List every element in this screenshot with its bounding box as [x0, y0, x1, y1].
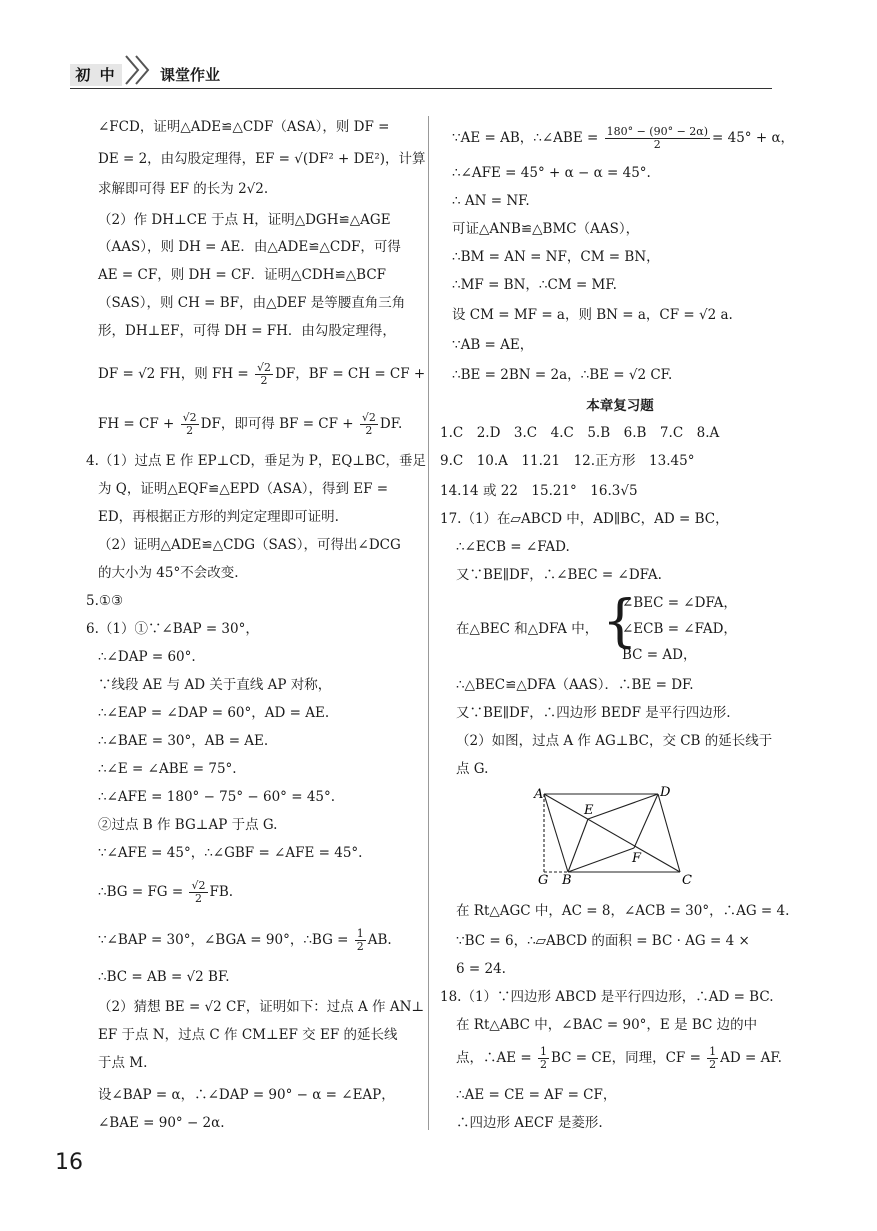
fraction — [255, 362, 273, 387]
answer-line: 14.14 或 22 15.21° 16.3√5 — [440, 483, 638, 499]
text-line: 设∠BAP = α，∴∠DAP = 90° − α = ∠EAP， — [98, 1087, 395, 1103]
text-line: 点 G. — [456, 761, 489, 777]
column-divider — [428, 116, 429, 1130]
text-segment: ∴BG = FG = — [98, 884, 188, 900]
label-F: F — [632, 851, 642, 866]
fraction-numerator: 1 — [540, 1045, 547, 1058]
fraction — [538, 1046, 549, 1071]
fraction-denominator: 2 — [194, 892, 202, 905]
text-line: ∴ AN = NF. — [452, 193, 530, 209]
text-line: 4.（1）过点 E 作 EP⊥CD，垂足为 P，EQ⊥BC，垂足 — [86, 453, 426, 469]
fraction-denominator: 2 — [540, 1058, 547, 1071]
chapter-review-heading: 本章复习题 — [586, 398, 654, 414]
text-segment: DF = √2 FH，则 FH = — [98, 366, 254, 382]
text-line: ∴∠ECB = ∠FAD. — [456, 539, 570, 555]
text-line: ∵AB = AE， — [452, 337, 534, 353]
text-line: ∵∠AFE = 45°，∴∠GBF = ∠AFE = 45°. — [98, 845, 363, 861]
parallelogram-figure — [530, 784, 700, 888]
grade-badge: 初 中 — [70, 64, 122, 86]
text-line: ∴∠BAE = 30°，AB = AE. — [98, 733, 269, 749]
system-line: ∠BEC = ∠DFA， — [622, 595, 737, 611]
text-line: ∴△BEC≌△DFA（AAS）．∴BE = DF. — [456, 677, 694, 693]
page-number: 16 — [55, 1150, 83, 1175]
text-segment: = 45° + α， — [712, 130, 795, 146]
text-line: 为 Q，证明△EQF≌△EPD（ASA），得到 EF = — [98, 481, 389, 497]
formula-line — [98, 928, 392, 953]
section-title: 课堂作业 — [160, 66, 221, 84]
text-line: （SAS），则 CH = BF，由△DEF 是等腰直角三角 — [98, 295, 406, 311]
label-C: C — [682, 873, 692, 888]
text-line: ∴∠E = ∠ABE = 75°. — [98, 761, 237, 777]
text-line: 18.（1）∵四边形 ABCD 是平行四边形，∴AD = BC. — [440, 989, 774, 1005]
text-line: （2）猜想 BE = √2 CF，证明如下：过点 A 作 AN⊥ — [98, 999, 425, 1015]
text-segment: FH = CF + — [98, 416, 179, 432]
text-line: ∴MF = BN，∴CM = MF. — [452, 277, 617, 293]
page-header — [70, 64, 772, 89]
segment-BF — [568, 848, 634, 872]
text-line: （2）如图，过点 A 作 AG⊥BC，交 CB 的延长线于 — [456, 733, 773, 749]
text-line: （AAS），则 DH = AE．由△ADE≌△CDF，可得 — [98, 239, 401, 255]
fraction-denominator: 2 — [709, 1058, 717, 1071]
text-line: 6 = 24. — [456, 961, 506, 977]
text-line: EF 于点 N，过点 C 作 CM⊥EF 交 EF 的延长线 — [98, 1027, 398, 1043]
fraction — [181, 412, 199, 437]
text-segment: 点，∴AE = — [456, 1050, 536, 1066]
answer-line: 1.C 2.D 3.C 4.C 5.B 6.B 7.C 8.A — [440, 425, 720, 441]
text-segment: ∵AE = AB，∴∠ABE = — [452, 130, 603, 146]
text-line: ∴∠AFE = 180° − 75° − 60° = 45°. — [98, 789, 336, 805]
label-B: B — [562, 873, 572, 888]
text-line: ∴∠EAP = ∠DAP = 60°，AD = AE. — [98, 705, 330, 721]
text-segment: BC = CE，同理，CF = — [551, 1050, 706, 1066]
fraction-numerator: √2 — [257, 361, 272, 374]
text-line: ∴BC = AB = √2 BF. — [98, 969, 230, 985]
text-line: 在 Rt△ABC 中，∠BAC = 90°，E 是 BC 边的中 — [456, 1017, 758, 1033]
fraction — [355, 928, 366, 953]
text-segment: AD = AF. — [720, 1050, 782, 1066]
text-line: 形，DH⊥EF，可得 DH = FH．由勾股定理得， — [98, 323, 396, 339]
text-line: DE = 2，由勾股定理得，EF = √(DF² + DE²)，计算 — [98, 151, 426, 167]
text-line: 可证△ANB≌△BMC（AAS）， — [452, 221, 640, 237]
formula-line — [98, 412, 402, 437]
text-line: ∴四边形 AECF 是菱形. — [456, 1115, 603, 1131]
text-line: 6.（1）①∵∠BAP = 30°， — [86, 621, 259, 637]
text-line: 又∵BE∥DF，∴四边形 BEDF 是平行四边形. — [456, 705, 731, 721]
fraction — [189, 880, 207, 905]
fraction — [360, 412, 378, 437]
text-line: （2）作 DH⊥CE 于点 H，证明△DGH≌△AGE — [98, 212, 391, 228]
fraction-numerator: 1 — [709, 1045, 717, 1058]
formula-line — [98, 880, 233, 905]
text-segment: ∵∠BAP = 30°，∠BGA = 90°，∴BG = — [98, 932, 353, 948]
fraction-denominator: 2 — [186, 424, 194, 437]
text-line: ∴AE = CE = AF = CF， — [456, 1087, 617, 1103]
left-brace: { — [602, 589, 638, 654]
text-line: ∵线段 AE 与 AD 关于直线 AP 对称， — [98, 677, 332, 693]
text-line: ∠FCD，证明△ADE≌△CDF（ASA），则 DF = — [98, 119, 390, 135]
fraction-numerator: 1 — [356, 927, 364, 940]
answer-line: 9.C 10.A 11.21 12.正方形 13.45° — [440, 453, 695, 469]
fraction-denominator: 2 — [260, 374, 268, 387]
text-line: 求解即可得 EF 的长为 2√2. — [98, 181, 269, 197]
system-line: BC = AD， — [622, 647, 697, 663]
formula-line — [452, 126, 794, 151]
text-line: 的大小为 45°不会改变. — [98, 565, 239, 581]
segment-BE — [568, 819, 588, 872]
fraction — [605, 126, 710, 151]
text-segment: AB. — [367, 932, 392, 948]
segment-FD — [634, 794, 658, 848]
fraction-numerator: 180° − (90° − 2α) — [606, 125, 709, 138]
segment-DC — [658, 794, 680, 872]
system-line: ∠ECB = ∠FAD， — [622, 621, 737, 637]
formula-line — [98, 362, 425, 387]
text-line: 又∵BE∥DF，∴∠BEC = ∠DFA. — [456, 567, 662, 583]
fraction — [707, 1046, 718, 1071]
fraction-denominator: 2 — [365, 424, 373, 437]
formula-line — [456, 1046, 782, 1071]
text-line: ②过点 B 作 BG⊥AP 于点 G. — [98, 817, 278, 833]
text-segment: FB. — [209, 884, 234, 900]
text-line: 在△BEC 和△DFA 中， — [456, 621, 599, 637]
fraction-denominator: 2 — [653, 138, 661, 151]
text-line: AE = CF，则 DH = CF．证明△CDH≌△BCF — [98, 267, 387, 283]
text-line: 17.（1）在▱ABCD 中，AD∥BC，AD = BC， — [440, 511, 729, 527]
text-line: 于点 M. — [98, 1055, 148, 1071]
text-segment: DF，即可得 BF = CF + — [200, 416, 358, 432]
text-segment: DF，BF = CH = CF + — [275, 366, 426, 382]
text-line: ED，再根据正方形的判定定理即可证明. — [98, 509, 339, 525]
text-line: ∵BC = 6，∴▱ABCD 的面积 = BC · AG = 4 × — [456, 933, 750, 949]
text-line: ∴BE = 2BN = 2a，∴BE = √2 CF. — [452, 367, 673, 383]
label-E: E — [584, 803, 594, 818]
text-segment: DF. — [379, 416, 403, 432]
fraction-numerator: √2 — [182, 411, 197, 424]
text-line: 设 CM = MF = a，则 BN = a，CF = √2 a. — [452, 307, 733, 323]
text-line: ∴BM = AN = NF，CM = BN， — [452, 249, 660, 265]
text-line: ∴∠DAP = 60°. — [98, 649, 196, 665]
fraction-numerator: √2 — [191, 879, 206, 892]
label-D: D — [660, 785, 671, 800]
label-G: G — [538, 873, 549, 888]
text-line: 5.①③ — [86, 593, 124, 609]
text-line: （2）证明△ADE≌△CDG（SAS），可得出∠DCG — [98, 537, 401, 553]
text-line: ∴∠AFE = 45° + α − α = 45°. — [452, 165, 651, 181]
segment-ED — [588, 794, 658, 819]
label-A: A — [534, 787, 544, 802]
fraction-denominator: 2 — [356, 940, 364, 953]
text-line: ∠BAE = 90° − 2α. — [98, 1115, 225, 1131]
double-chevron-icon — [122, 50, 160, 86]
fraction-numerator: √2 — [361, 411, 376, 424]
text-line: 在 Rt△AGC 中，AC = 8，∠ACB = 30°，∴AG = 4. — [456, 903, 790, 919]
